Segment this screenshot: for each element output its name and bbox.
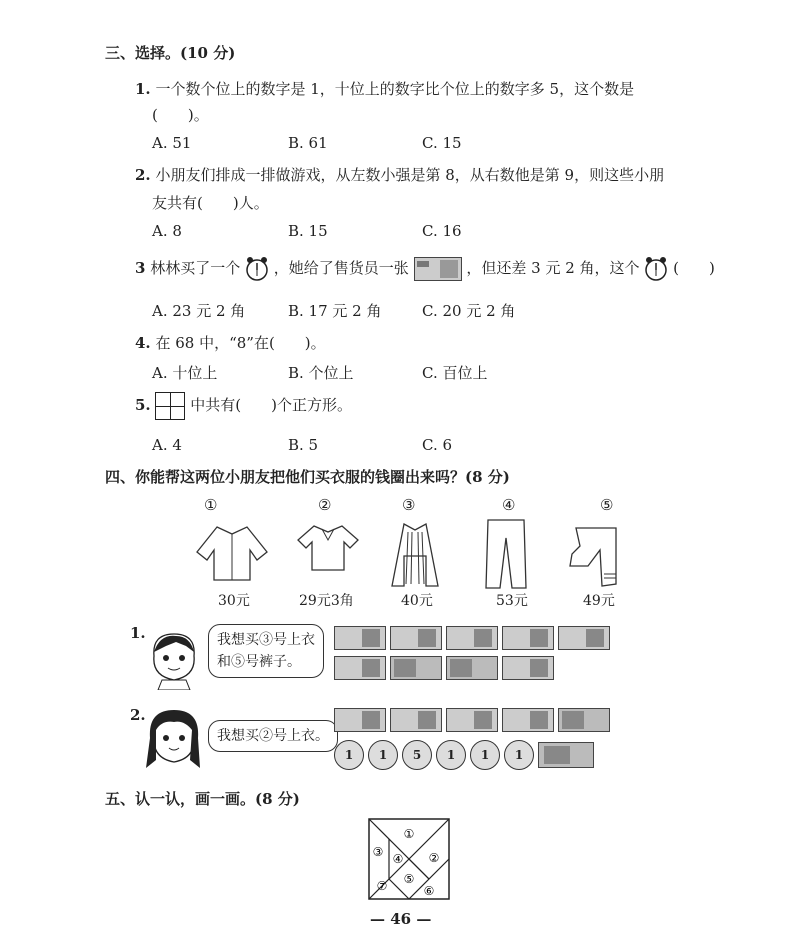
tangram-label: ⑤	[403, 872, 415, 886]
q3-blank: ( )	[673, 259, 715, 277]
kid2-money-row1	[334, 708, 610, 732]
coin-icon[interactable]: 1	[470, 740, 500, 770]
alarm-clock-icon	[245, 256, 269, 282]
q5-option-b[interactable]: B. 5	[288, 436, 319, 454]
q1-text: 一个数个位上的数字是 1，十位上的数字比个位上的数字多 5，这个数是	[155, 80, 635, 98]
kid1-line1: 我想买③号上衣	[217, 632, 315, 648]
q3-option-a[interactable]: A. 23 元 2 角	[152, 302, 246, 320]
price-label: 40元	[401, 593, 433, 609]
price-label: 53元	[496, 593, 528, 609]
kid2-speech-bubble	[208, 720, 338, 752]
q4-num: 4.	[135, 334, 151, 352]
page-number: — 46 —	[370, 910, 432, 928]
q3-text-part1: 林林买了一个	[150, 259, 241, 277]
tangram-label: ②	[428, 851, 440, 865]
alarm-clock-icon	[644, 256, 668, 282]
q1	[135, 78, 634, 99]
price-label: 30元	[218, 593, 250, 609]
q4-option-b[interactable]: B. 个位上	[288, 364, 354, 382]
tangram-label: ④	[392, 852, 404, 866]
banknote-20-icon	[414, 257, 462, 281]
trousers-icon	[566, 526, 620, 588]
kid2-num: 2.	[130, 706, 146, 724]
q2-option-a[interactable]: A. 8	[152, 222, 182, 240]
q4	[135, 332, 326, 353]
kid2-line1: 我想买②号上衣。	[217, 728, 329, 744]
kid1-money-row2	[334, 656, 554, 680]
tangram-figure	[368, 818, 450, 900]
square-grid-figure	[155, 392, 185, 420]
q5-option-c[interactable]: C. 6	[422, 436, 453, 454]
q3-text-part3: ，但还差 3 元 2 角，这个	[466, 259, 640, 277]
q3	[135, 256, 715, 282]
banknote-10-icon[interactable]	[446, 708, 498, 732]
q1-blank: ( )。	[152, 106, 209, 124]
q4-option-c[interactable]: C. 百位上	[422, 364, 488, 382]
q5-num: 5.	[135, 396, 151, 414]
price-label: 49元	[583, 593, 615, 609]
item-label: ④	[502, 496, 516, 514]
banknote-20-icon[interactable]	[334, 708, 386, 732]
q5-option-a[interactable]: A. 4	[152, 436, 182, 454]
q4-text: 在 68 中，“8”在( )。	[155, 334, 326, 352]
banknote-20-icon[interactable]	[390, 626, 442, 650]
item-label: ①	[204, 496, 218, 514]
q1-option-a[interactable]: A. 51	[152, 134, 192, 152]
banknote-20-icon[interactable]	[446, 626, 498, 650]
kid1-line2: 和⑤号裤子。	[217, 654, 301, 670]
q3-option-c[interactable]: C. 20 元 2 角	[422, 302, 516, 320]
polo-shirt-icon	[296, 522, 360, 572]
kid2-money-row2	[334, 740, 594, 770]
item-label: ⑤	[600, 496, 614, 514]
coin-icon[interactable]: 1	[436, 740, 466, 770]
banknote-5-icon[interactable]	[446, 656, 498, 680]
boy-avatar	[146, 630, 202, 690]
q5	[135, 392, 352, 420]
q2	[135, 164, 664, 185]
q2-num: 2.	[135, 166, 151, 184]
banknote-5-icon[interactable]	[538, 742, 594, 768]
banknote-10-icon[interactable]	[502, 656, 554, 680]
price-label: 29元3角	[299, 593, 354, 609]
q4-option-a[interactable]: A. 十位上	[152, 364, 218, 382]
kid1-money-row1	[334, 626, 610, 650]
banknote-20-icon[interactable]	[334, 626, 386, 650]
tangram-label: ⑥	[423, 884, 435, 898]
coin-icon[interactable]: 1	[368, 740, 398, 770]
q2-option-c[interactable]: C. 16	[422, 222, 462, 240]
banknote-5-icon[interactable]	[558, 708, 610, 732]
banknote-10-icon[interactable]	[502, 626, 554, 650]
page-number-value: 46	[390, 910, 412, 928]
banknote-10-icon[interactable]	[502, 708, 554, 732]
banknote-5-icon[interactable]	[390, 656, 442, 680]
section4-title: 四、你能帮这两位小朋友把他们买衣服的钱圈出来吗？(8 分)	[105, 468, 510, 486]
item-label: ③	[402, 496, 416, 514]
coin-icon[interactable]: 1	[504, 740, 534, 770]
banknote-20-icon[interactable]	[334, 656, 386, 680]
q2-text: 小朋友们排成一排做游戏，从左数小强是第 8，从右数他是第 9，则这些小朋	[155, 166, 665, 184]
coin-icon[interactable]: 1	[334, 740, 364, 770]
banknote-10-icon[interactable]	[558, 626, 610, 650]
q1-num: 1.	[135, 80, 151, 98]
kid1-speech-bubble	[208, 624, 324, 678]
q3-num: 3	[135, 259, 146, 277]
tangram-label: ③	[372, 845, 384, 859]
item-label: ②	[318, 496, 332, 514]
q2-text2: 友共有( )人。	[152, 194, 269, 212]
kid1-num: 1.	[130, 624, 146, 642]
section5-title: 五、认一认，画一画。(8 分)	[105, 790, 300, 808]
q5-text: 中共有( )个正方形。	[190, 396, 352, 414]
q2-option-b[interactable]: B. 15	[288, 222, 328, 240]
pants-icon	[484, 518, 528, 590]
section3-title: 三、选择。(10 分)	[105, 44, 236, 62]
coin-icon[interactable]: 5	[402, 740, 432, 770]
q3-text-part2: ，她给了售货员一张	[273, 259, 409, 277]
q1-option-b[interactable]: B. 61	[288, 134, 328, 152]
banknote-10-icon[interactable]	[390, 708, 442, 732]
q3-option-b[interactable]: B. 17 元 2 角	[288, 302, 382, 320]
girl-avatar	[144, 708, 204, 778]
tangram-label: ⑦	[376, 879, 388, 893]
tangram-label: ①	[403, 827, 415, 841]
shirt-icon	[192, 522, 272, 582]
striped-coat-icon	[390, 520, 440, 590]
q1-option-c[interactable]: C. 15	[422, 134, 462, 152]
